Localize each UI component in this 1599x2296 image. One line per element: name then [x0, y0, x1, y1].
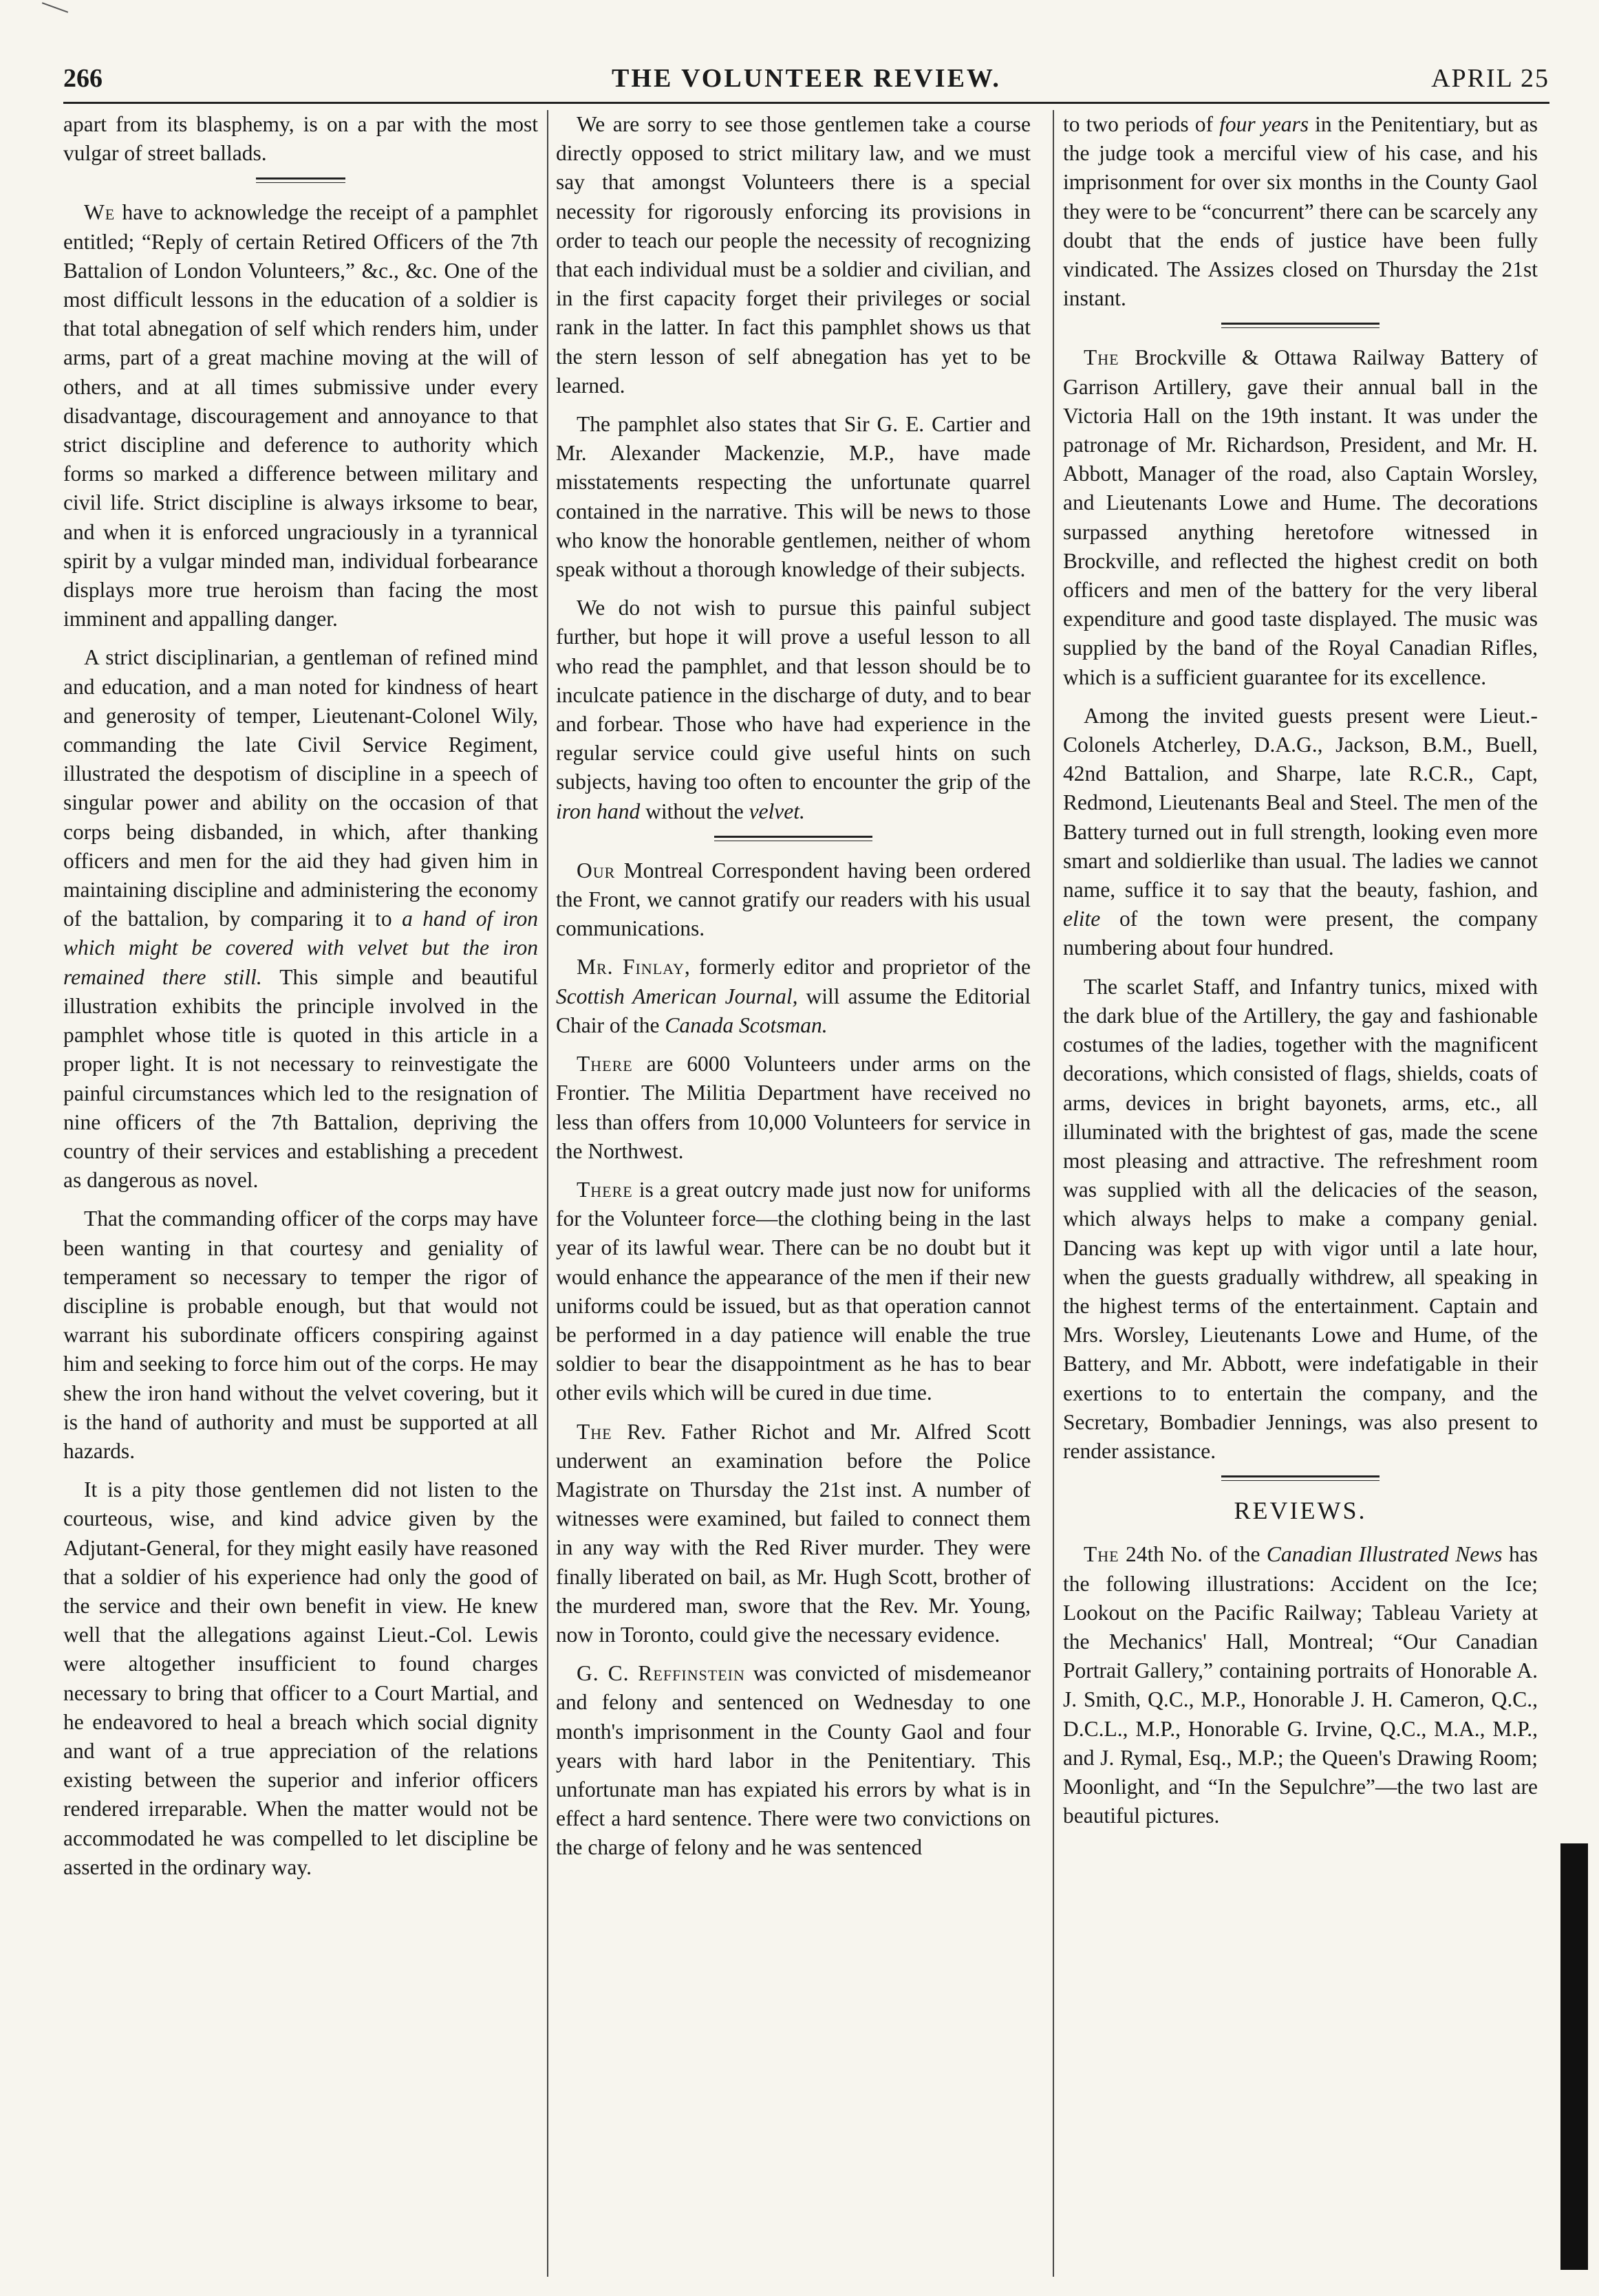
- paragraph-text: Brockville & Ottawa Railway Battery of Garrison Artillery, gave their annual ball in the Victoria Hall on the 19th instant. It was under the patronage of Mr. Richardson, President, and Mr. H. Abbott, Manager of the road, also Captain Worsley, and Lieutenants Lowe and Hume. The decorations surpassed anything heretofore witnessed in Brockville, and reflected the highest credit on both officers and men of the battery for the very liberal expenditure and good taste displayed. The music was supplied by the band of the Royal Canadian Rifles, which is a sufficient guarantee for its excellence.: [1063, 345, 1538, 689]
- paragraph-text: will assume the Editorial Chair of the: [556, 984, 1031, 1037]
- italic-phrase: velvet.: [749, 799, 805, 823]
- page-number: 266: [63, 64, 103, 93]
- article-paragraph: [1063, 1540, 1538, 1830]
- article-paragraph: [556, 1659, 1031, 1862]
- paragraph-text: Rev. Father Richot and Mr. Alfred Scott underwent an examination before the Police Magistrate on Thursday the 21st inst. A number of witnesses were examined, but failed to connect them in any way with the Red River murder. They were finally liberated on bail, as Mr. Hugh Scott, brother of the murdered man, swore that the Rev. Mr. Young, now in Toronto, could give the necessary evidence.: [556, 1419, 1031, 1647]
- corner-mark: [42, 2, 68, 13]
- separator-rule: [256, 177, 345, 183]
- paragraph-text: Among the invited guests present were Lieut.-Colonels Atcherley, D.A.G., Jackson, B.M., Buell, 42nd Battalion, and Sharpe, late R.C.R., Capt, Redmond, Lieutenants Beal and Steel. The men of the Battery turned out in full strength, looking even more smart and soldierlike than usual. The ladies we cannot name, suffice it to say that the beauty, fashion, and: [1063, 703, 1538, 902]
- lead-in: The: [1084, 1542, 1119, 1567]
- italic-phrase: four years: [1219, 112, 1309, 136]
- paragraph-text: 24th No. of the: [1119, 1542, 1267, 1567]
- article-paragraph: [556, 856, 1031, 944]
- paragraph-text: have to acknowledge the receipt of a pamphlet entitled; “Reply of certain Retired Officers of the 7th Battalion of London Volunteers,” &c., &c. One of the most difficult lessons in the education of a soldier is that total abnegation of self which renders him, under arms, part of a great machine moving at the will of others, and at all times submissive under every disadvantage, discouragement and annoyance to that strict discipline and deference to authority which forms so marked a difference between military and civil life. Strict discipline is always irksome to bear, and when it is enforced ungraciously in a tyrannical spirit by a vulgar minded man, individual forbearance displays more true heroism than facing the most imminent and appalling danger.: [63, 200, 538, 631]
- italic-phrase: iron hand: [556, 799, 641, 823]
- article-paragraph: That the commanding officer of the corps may have been wanting in that courtesy and geniality of temperament so necessary to temper the rigor of discipline is probable enough, but that would not warrant his subordinate officers conspiring against him and seeking to force him out of the corps. He may shew the iron hand without the velvet covering, but it is the hand of authority and must be supported at all hazards.: [63, 1206, 538, 1463]
- paragraph-text: is a great outcry made just now for uniforms for the Volunteer force—the clothing being in the last year of its lawful wear. There can be no doubt but it would enhance the appearance of the men if their new uniforms could be issued, but as that operation cannot be performed in a day patience will enable the true soldier to bear the disappointment as he has to bear other evils which will be cured in due time.: [556, 1177, 1031, 1405]
- lead-in: There: [577, 1177, 633, 1202]
- article-paragraph: [1063, 343, 1538, 691]
- article-paragraph: [556, 1050, 1031, 1166]
- article-paragraph: [63, 643, 538, 1195]
- italic-quote: a hand of iron which might be covered with velvet but the iron remained there still.: [63, 907, 538, 989]
- lead-in: G. C. Reffinstein: [577, 1661, 745, 1686]
- italic-phrase: Scottish American Journal,: [556, 984, 798, 1008]
- lead-in: We: [84, 200, 116, 225]
- italic-phrase: Canadian Illustrated News: [1266, 1542, 1503, 1567]
- issue-date: APRIL 25: [1431, 64, 1549, 93]
- column-1: [63, 110, 538, 1892]
- article-paragraph: [556, 953, 1031, 1040]
- article-paragraph: [63, 198, 538, 633]
- paragraph-text: Montreal Correspondent having been ordered the Front, we cannot gratify our readers with his usual communications.: [556, 858, 1031, 941]
- article-paragraph: The scarlet Staff, and Infantry tunics, mixed with the dark blue of the Artillery, the gay and fashionable costumes of the ladies, together with the magnificent decorations, which consisted of flags, shields, coats of arms, devices in bright bayonets, arms, etc., all illuminated with the brightest of gas, made the scene most pleasing and attractive. The refreshment room was supplied with all the delicacies of the season, which always helps to make a company genial. Dancing was kept up with vigor until a late hour, when the guests gradually withdrew, all speaking in the highest terms of the entertainment. Captain and Mrs. Worsley, Lieutenants Lowe and Hume, of the Battery, and Mr. Abbott, were indefatigable in their exertions to to entertain the company, and the Secretary, Bombadier Jennings, was also present to render assistance.: [1063, 974, 1538, 1463]
- page-header: [63, 63, 1549, 105]
- column-2: [556, 110, 1031, 1872]
- reviews-heading: REVIEWS.: [1234, 1497, 1367, 1525]
- paragraph-text: in the Penitentiary, but as the judge took a merciful view of his case, and his imprisonment for over six months in the County Gaol they were to be “concurrent” there can be scarcely any doubt that the ends of justice have been fully vindicated. The Assizes closed on Thursday the 21st instant.: [1063, 112, 1538, 311]
- italic-phrase: Canada Scotsman.: [665, 1012, 828, 1037]
- header-rule: [63, 102, 1549, 104]
- article-paragraph: apart from its blasphemy, is on a par with the most vulgar of street ballads.: [63, 112, 538, 166]
- article-paragraph: [1063, 110, 1538, 313]
- paragraph-text: was convicted of misdemeanor and felony and sentenced on Wednesday to one month's imprisonment in the County Gaol and four years with hard labor in the Penitentiary. This unfortunate man has expiated his errors by what is in effect a hard sentence. There were two convictions on the charge of felony and he was sentenced: [556, 1661, 1031, 1860]
- lead-in: The: [1084, 345, 1119, 370]
- column-rule-1: [547, 110, 548, 2277]
- paragraph-text: A strict disciplinarian, a gentleman of refined mind and education, and a man noted for kindness of heart and generosity of temper, Lieutenant-Colonel Wily, commanding the late Civil Service Regiment, illustrated the despotism of discipline in a speech of singular power and ability on the occasion of that corps being disbanded, in which, after thanking officers and men for the aid they had given him in maintaining discipline and administering the economy of the battalion, by comparing it to: [63, 645, 538, 931]
- separator-rule: [1221, 1475, 1380, 1481]
- article-paragraph: [556, 594, 1031, 826]
- lead-in: The: [577, 1419, 612, 1444]
- lead-in: Our: [577, 858, 616, 882]
- article-paragraph: We are sorry to see those gentlemen take a course directly opposed to strict military law, and we must say that amongst Volunteers there is a special necessity for rigorously enforcing its provisions in order to teach our people the necessity of recognizing that each individual must be a soldier and civilian, and in the first capacity forget their privileges or social rank in the latter. In fact this pamphlet shows us that the stern lesson of self abnegation has yet to be learned.: [556, 112, 1031, 398]
- article-paragraph: It is a pity those gentlemen did not listen to the courteous, wise, and kind advice given by the Adjutant-General, for they might easily have reasoned that a soldier of his experience had only the good of the service and their own benefit in view. He knew well that the allegations against Lieut.-Col. Lewis were altogether insufficient to found charges necessary to bring that officer to a Court Martial, and he endeavored to heal a breach which social dignity and want of a true appreciation of the relations existing between the superior and inferior officers rendered irreparable. When the matter would not be accommodated he was compelled to let discipline be asserted in the ordinary way.: [63, 1477, 538, 1879]
- article-paragraph: [556, 1176, 1031, 1408]
- paragraph-text: without the: [640, 799, 749, 823]
- article-paragraph: [556, 1418, 1031, 1650]
- article-paragraph: The pamphlet also states that Sir G. E. Cartier and Mr. Alexander Mackenzie, M.P., have made misstatements respecting the unfortunate quarrel contained in the narrative. This will be news to those who know the honorable gentlemen, neither of whom speak without a thorough knowledge of their subjects.: [556, 412, 1031, 582]
- article-paragraph: [1063, 702, 1538, 963]
- column-rule-2: [1053, 110, 1054, 2277]
- paragraph-text: to two periods of: [1063, 112, 1220, 136]
- column-3: [1063, 110, 1538, 1840]
- masthead-title: THE VOLUNTEER REVIEW.: [612, 64, 1001, 93]
- paragraph-text: are 6000 Volunteers under arms on the Frontier. The Militia Department have received no less than offers from 10,000 Volunteers for service in the Northwest.: [556, 1052, 1031, 1163]
- paragraph-text: of the town were present, the company numbering about four hundred.: [1063, 907, 1538, 960]
- paragraph-text: formerly editor and proprietor of the: [690, 955, 1031, 979]
- lead-in: Mr. Finlay,: [577, 955, 691, 979]
- italic-phrase: elite: [1063, 907, 1101, 931]
- lead-in: There: [577, 1052, 633, 1076]
- paragraph-text: has the following illustrations: Accident on the Ice; Lookout on the Pacific Railway; Tableau Variety at the Mechanics' Hall, Montreal; “Our Canadian Portrait Gallery,” containing portraits of Honorable A. J. Smith, Q.C., M.P., Honorable J. H. Cameron, Q.C., D.C.L., M.P., Honorable G. Irvine, Q.C., M.A., M.P., and J. Rymal, Esq., M.P.; the Queen's Drawing Room; Moonlight, and “In the Sepulchre”—the two last are beautiful pictures.: [1063, 1542, 1538, 1828]
- binding-edge: [1560, 1843, 1588, 2270]
- separator-rule: [714, 836, 872, 841]
- separator-rule: [1221, 323, 1380, 328]
- paragraph-text: This simple and beautiful illustration exhibits the principle involved in the pamphlet whose title is quoted in this article in a proper light. It is not necessary to reinvestigate the painful circumstances which led to the resignation of nine officers of the 7th Battalion, depriving the country of their services and establishing a precedent as dangerous as novel.: [63, 964, 539, 1193]
- paragraph-text: We do not wish to pursue this painful subject further, but hope it will prove a useful lesson to all who read the pamphlet, and that lesson should be to inculcate patience in the discharge of duty, and to bear and forbear. Those who have had experience in the regular service could give useful hints on such subjects, having too often to encounter the grip of the: [556, 596, 1031, 794]
